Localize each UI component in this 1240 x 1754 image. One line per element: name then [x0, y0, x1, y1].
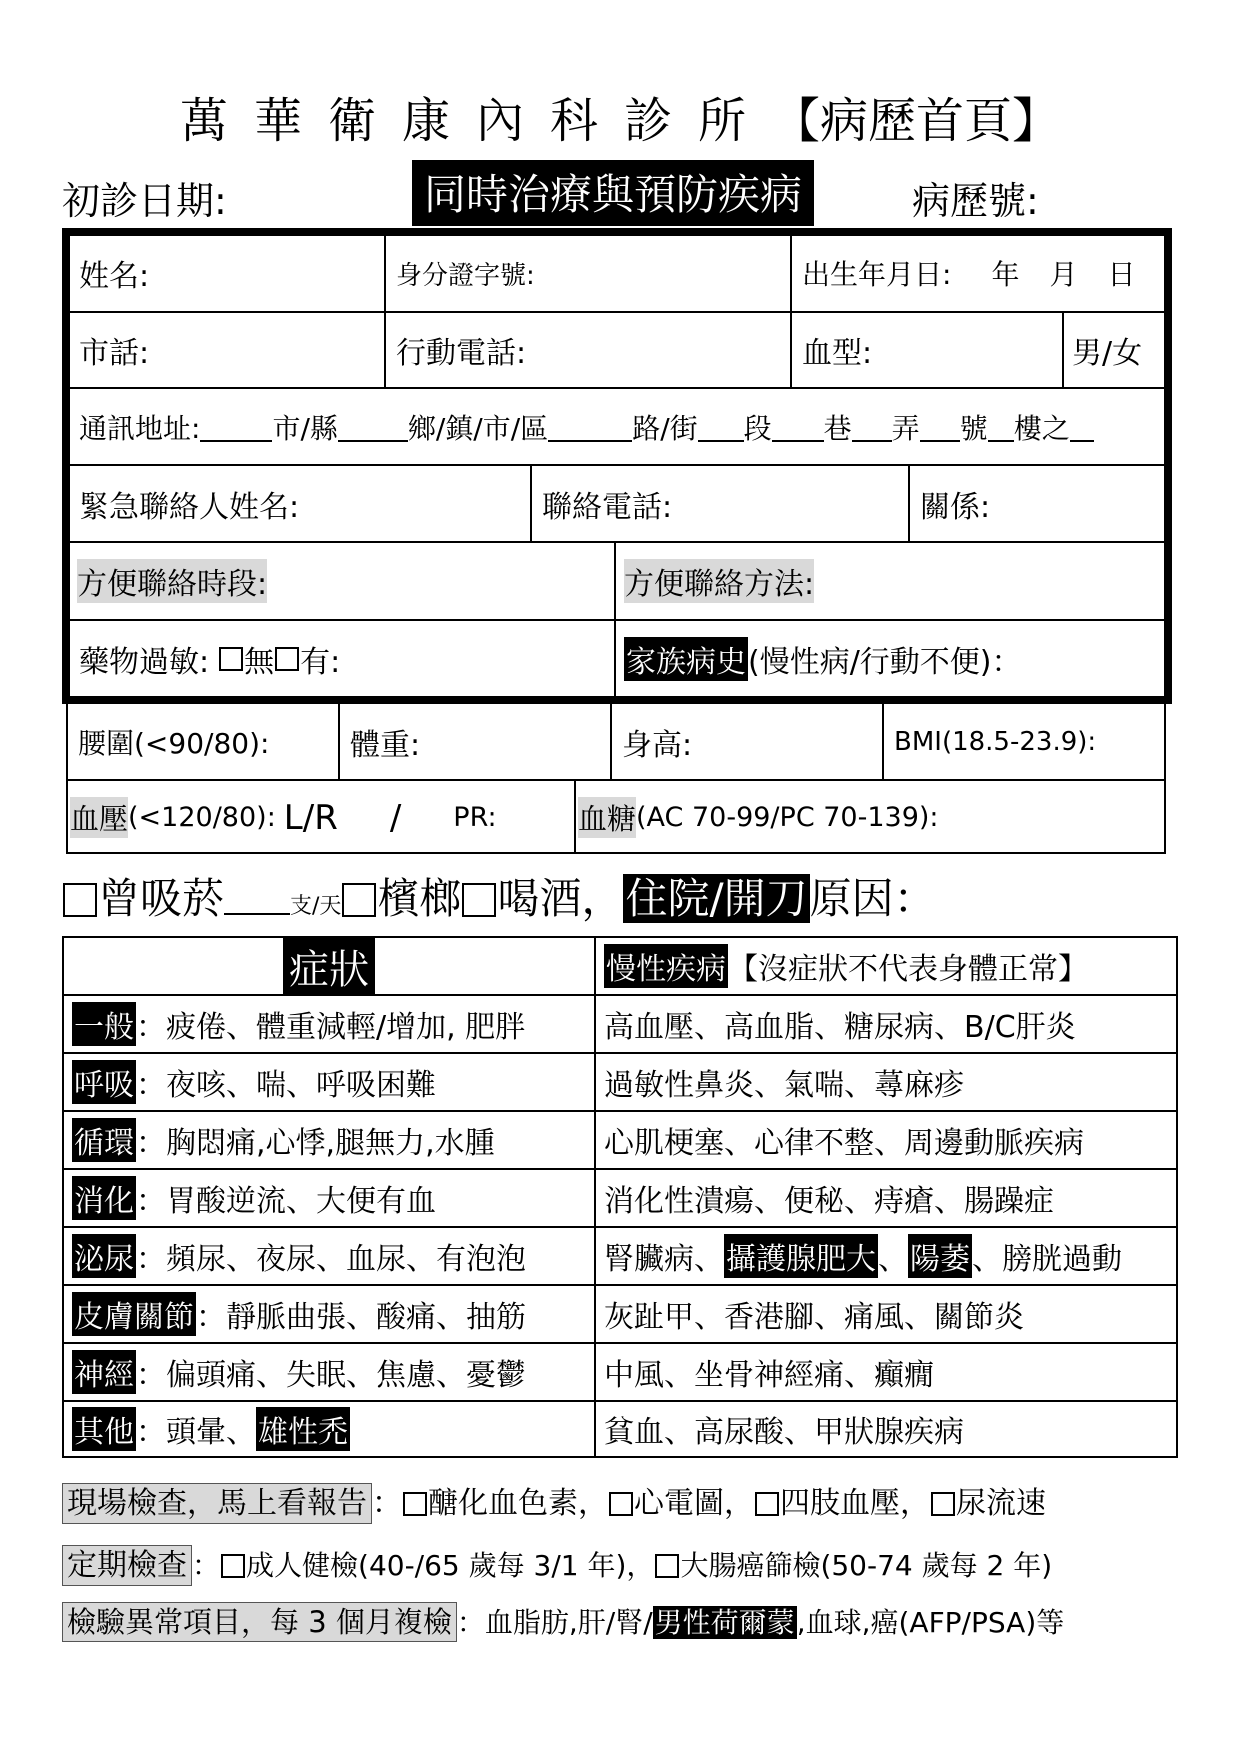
abnormal-followup-items: ：血脂肪,肝/腎/	[456, 1606, 653, 1639]
symptom-list: ：靜脈曲張、酸痛、抽筋	[196, 1300, 526, 1335]
onsite-exam-label: 現場檢查，馬上看報告	[62, 1483, 372, 1524]
limb-bp-checkbox[interactable]	[755, 1492, 779, 1516]
slogan-banner: 同時治療與預防疾病	[412, 160, 814, 226]
symptom-row-digestive	[64, 1170, 594, 1226]
symptom-category: 其他	[72, 1407, 136, 1451]
address-lane: 巷	[823, 411, 852, 445]
symptoms-header	[64, 938, 594, 994]
bp-left-right: L/R	[283, 797, 338, 838]
symptom-list: ：夜咳、喘、呼吸困難	[136, 1068, 436, 1103]
symptom-list: ：胸悶痛,心悸,腿無力,水腫	[136, 1126, 495, 1161]
periodic-exam-line	[62, 1540, 1052, 1584]
periodic-exam-label: 定期檢查	[62, 1545, 192, 1586]
limb-bp-label: 四肢血壓，	[780, 1486, 930, 1521]
symptom-row-circulation	[64, 1112, 594, 1168]
address-floor: 樓之	[1013, 411, 1070, 445]
chronic-list: 灰趾甲、香港腳、痛風、關節炎	[604, 1300, 1024, 1335]
ecg-label: 心電圖，	[634, 1486, 754, 1521]
waist-field[interactable]: 腰圍(<90/80):	[78, 726, 270, 760]
symptom-row-skin-joint	[64, 1286, 594, 1342]
drug-allergy-field	[69, 621, 614, 697]
symptom-list: ：偏頭痛、失眠、焦慮、憂鬱	[136, 1358, 526, 1393]
betel-checkbox[interactable]	[342, 883, 376, 917]
chronic-separator: 、	[878, 1242, 908, 1277]
symptom-row-other	[64, 1402, 594, 1456]
day-label: 日	[1107, 258, 1136, 291]
chronic-highlight: 攝護腺肥大	[724, 1234, 878, 1278]
symptom-list: ：頻尿、夜尿、血尿、有泡泡	[136, 1242, 526, 1277]
chronic-row-neuro	[596, 1344, 1176, 1400]
symptom-category: 消化	[72, 1176, 136, 1220]
first-visit-label: 初診日期:	[62, 179, 227, 223]
id-number-field[interactable]: 身分證字號:	[396, 260, 535, 291]
uroflow-checkbox[interactable]	[931, 1492, 955, 1516]
chronic-header-label: 慢性疾病	[604, 944, 728, 988]
sex-field[interactable]: 男/女	[1072, 336, 1143, 371]
chronic-row-respiratory	[596, 1054, 1176, 1110]
chronic-row-circulation	[596, 1112, 1176, 1168]
address-label: 通訊地址:	[79, 411, 201, 445]
clinic-title: 萬華衛康內科診所【病歷首頁】	[179, 93, 1061, 149]
blood-glucose-range: (AC 70-99/PC 70-139):	[636, 802, 939, 833]
betel-label: 檳榔	[377, 874, 462, 923]
reason-label: 原因：	[809, 874, 936, 923]
onsite-colon: ：	[372, 1486, 402, 1521]
pulse-rate-label: PR:	[453, 802, 497, 833]
alcohol-checkbox[interactable]	[462, 883, 496, 917]
contact-method-field[interactable]	[616, 543, 1165, 619]
height-field[interactable]: 身高:	[622, 727, 693, 763]
chronic-row-digestive	[596, 1170, 1176, 1226]
bp-slash: /	[389, 797, 402, 838]
chronic-list: 貧血、高尿酸、甲狀腺疾病	[604, 1415, 964, 1450]
blood-glucose-label: 血糖	[578, 797, 636, 838]
uroflow-label: 尿流速	[956, 1486, 1046, 1521]
address-field[interactable]	[69, 389, 1165, 464]
adult-checkup-checkbox[interactable]	[221, 1554, 245, 1578]
chronic-header	[596, 938, 1176, 994]
blood-pressure-label: 血壓	[70, 797, 128, 838]
symptom-row-general	[64, 996, 594, 1052]
allergy-no-checkbox[interactable]	[219, 647, 243, 671]
allergy-yes-checkbox[interactable]	[275, 647, 299, 671]
symptom-list: ：疲倦、體重減輕/增加, 肥胖	[136, 1010, 526, 1045]
address-section: 段	[743, 411, 772, 445]
hospitalization-label: 住院/開刀	[625, 874, 808, 923]
symptom-row-urinary	[64, 1228, 594, 1284]
address-alley: 弄	[891, 411, 920, 445]
symptom-category: 循環	[72, 1118, 136, 1162]
symptom-list: ：頭暈、	[136, 1415, 256, 1450]
symptom-category: 神經	[72, 1350, 136, 1394]
symptom-category: 呼吸	[72, 1060, 136, 1104]
chronic-list: 高血壓、高血脂、糖尿病、B/C肝炎	[604, 1010, 1076, 1045]
smoke-label: 曾吸菸	[98, 874, 225, 923]
title-suffix: 【病歷首頁】	[772, 93, 1061, 149]
family-history-label: 家族病史	[624, 637, 748, 681]
contact-time-field[interactable]	[69, 543, 614, 619]
smoke-checkbox[interactable]	[63, 883, 97, 917]
bmi-field[interactable]: BMI(18.5-23.9):	[894, 726, 1097, 757]
chronic-row-general	[596, 996, 1176, 1052]
address-road: 路/街	[632, 411, 698, 445]
allergy-no-label: 無	[244, 645, 275, 680]
month-label: 月	[1049, 258, 1078, 291]
symptom-category: 皮膚關節	[72, 1292, 196, 1336]
chronic-list: 、膀胱過動	[972, 1242, 1122, 1277]
chronic-list: 心肌梗塞、心律不整、周邊動脈疾病	[604, 1126, 1084, 1161]
symptom-row-neuro	[64, 1344, 594, 1400]
home-phone-field[interactable]: 市話:	[79, 336, 150, 371]
symptom-highlight: 雄性禿	[256, 1407, 350, 1451]
chronic-list: 過敏性鼻炎、氣喘、蕁麻疹	[604, 1068, 964, 1103]
contact-method-label: 方便聯絡方法:	[624, 559, 814, 603]
address-city: 市/縣	[272, 411, 338, 445]
year-label: 年	[991, 258, 1020, 291]
chronic-list: 消化性潰瘍、便秘、痔瘡、腸躁症	[604, 1184, 1054, 1219]
weight-field[interactable]: 體重:	[350, 727, 421, 763]
colon-screening-label: 大腸癌篩檢(50-74 歲每 2 年)	[680, 1549, 1053, 1582]
alcohol-label: 喝酒，	[497, 874, 624, 923]
address-number: 號	[959, 411, 988, 445]
chronic-row-other	[596, 1402, 1176, 1456]
periodic-colon: ：	[192, 1549, 221, 1582]
hba1c-label: 醣化血色素，	[428, 1486, 608, 1521]
relation-field[interactable]: 關係:	[920, 489, 991, 525]
blood-type-field[interactable]: 血型:	[802, 336, 873, 371]
record-number-label: 病歷號:	[912, 179, 1039, 223]
chronic-row-urinary	[596, 1228, 1176, 1284]
family-history-note: (慢性病/行動不便)：	[748, 645, 1022, 680]
birth-date-field[interactable]	[792, 235, 1165, 311]
ecg-checkbox[interactable]	[609, 1492, 633, 1516]
symptom-category: 一般	[72, 1002, 136, 1046]
chronic-highlight: 陽萎	[908, 1234, 972, 1278]
symptom-row-respiratory	[64, 1054, 594, 1110]
abnormal-followup-label: 檢驗異常項目，每 3 個月複檢	[62, 1602, 457, 1642]
birth-date-label: 出生年月日:	[802, 258, 952, 291]
blood-glucose-field[interactable]	[576, 781, 1164, 854]
chronic-list: 腎臟病、	[604, 1242, 724, 1277]
contact-phone-field[interactable]: 聯絡電話:	[542, 489, 673, 525]
abnormal-followup-highlight: 男性荷爾蒙	[654, 1606, 795, 1639]
colon-screening-checkbox[interactable]	[655, 1554, 679, 1578]
smoke-unit: 支/天	[290, 894, 342, 919]
symptoms-header-label: 症狀	[283, 938, 375, 994]
address-district: 鄉/鎮/市/區	[407, 411, 549, 445]
mobile-phone-field[interactable]: 行動電話:	[396, 336, 527, 371]
emergency-contact-field[interactable]: 緊急聯絡人姓名:	[79, 489, 300, 525]
abnormal-followup-items-tail: ,血球,癌(AFP/PSA)等	[796, 1606, 1065, 1639]
name-field[interactable]: 姓名:	[79, 259, 150, 294]
chronic-header-note: 【沒症狀不代表身體正常】	[728, 952, 1088, 987]
chronic-list: 中風、坐骨神經痛、癲癇	[604, 1358, 934, 1393]
habits-line	[62, 866, 936, 926]
contact-time-label: 方便聯絡時段:	[77, 559, 267, 603]
blood-pressure-field[interactable]	[68, 781, 574, 854]
symptom-list: ：胃酸逆流、大便有血	[136, 1184, 436, 1219]
chronic-row-skin-joint	[596, 1286, 1176, 1342]
abnormal-followup-line	[62, 1600, 1064, 1641]
onsite-exam-line	[62, 1478, 1046, 1522]
adult-checkup-label: 成人健檢(40-/65 歲每 3/1 年)，	[246, 1549, 655, 1582]
family-history-field[interactable]	[616, 621, 1165, 697]
blood-pressure-range: (<120/80):	[128, 802, 276, 833]
hba1c-checkbox[interactable]	[403, 1492, 427, 1516]
drug-allergy-label: 藥物過敏:	[79, 645, 210, 680]
symptom-category: 泌尿	[72, 1234, 136, 1278]
allergy-yes-label: 有:	[300, 645, 341, 680]
